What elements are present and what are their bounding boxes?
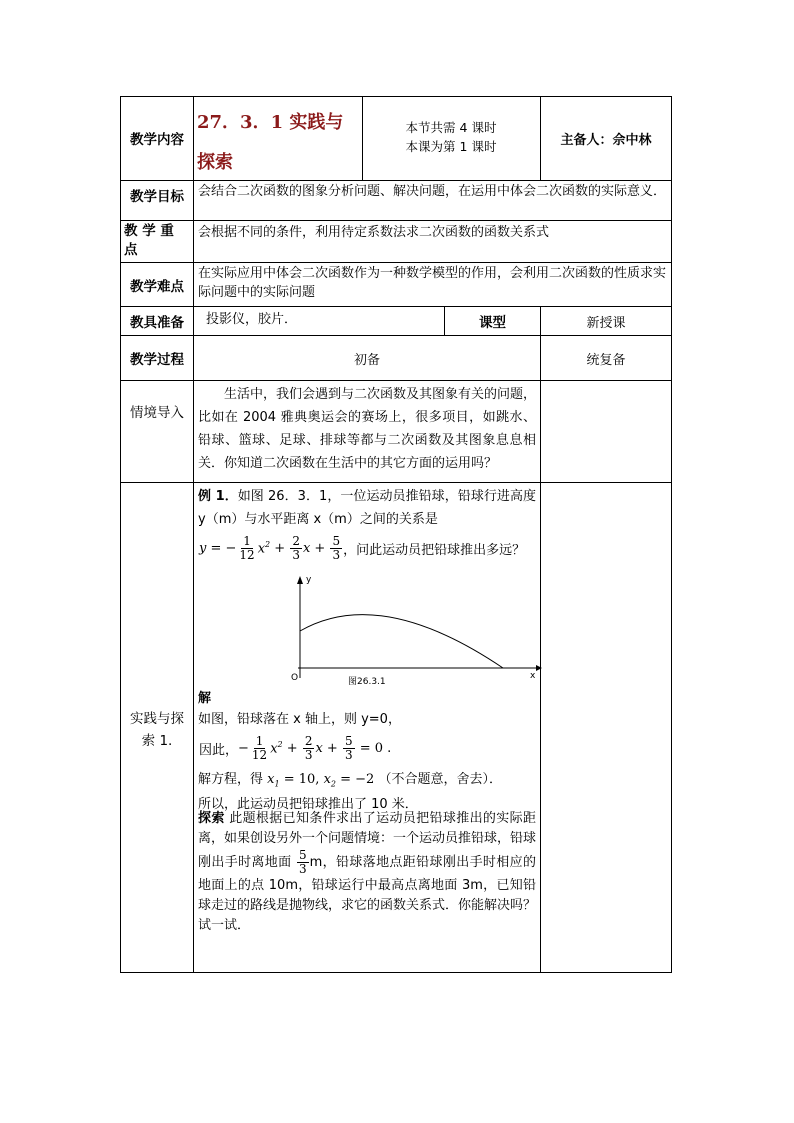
goal-label: 教学目标 bbox=[130, 189, 184, 205]
lesson-type-value: 新授课 bbox=[586, 315, 626, 331]
formula-line bbox=[199, 530, 537, 566]
lesson-type-label: 课型 bbox=[479, 315, 506, 331]
formula-plus: + bbox=[310, 540, 330, 556]
table-border-bottom bbox=[120, 972, 672, 973]
table-row-divider bbox=[120, 482, 672, 483]
key-text: 会根据不同的条件，利用待定系数法求二次函数的函数关系式 bbox=[198, 225, 550, 240]
trajectory-figure bbox=[284, 570, 544, 688]
example-1 bbox=[198, 485, 536, 531]
roots: $x_1 = 10$, $x_2 = -2$ bbox=[267, 772, 375, 789]
solution-line-4: 所以，此运动员把铅球推出了 10 米． bbox=[198, 796, 418, 812]
first-prep-header: 初备 bbox=[353, 352, 380, 368]
eq-x2: $x^2$ bbox=[270, 739, 283, 757]
explore-block bbox=[198, 809, 536, 936]
solution-heading: 解 bbox=[198, 691, 212, 706]
formula-x2: $x^2$ bbox=[257, 539, 271, 557]
fraction-5-3: $\frac{5}{3}$ bbox=[332, 533, 341, 562]
formula-x: x bbox=[302, 540, 311, 556]
difficulty-label: 教学难点 bbox=[130, 278, 184, 295]
fraction-2-3: $\frac{2}{3}$ bbox=[292, 533, 300, 562]
y-axis-label: y bbox=[306, 575, 312, 585]
x-axis-label: x bbox=[530, 671, 536, 681]
intro-label: 情境导入 bbox=[130, 405, 184, 421]
fraction-5-3: $\frac{5}{3}$ bbox=[299, 848, 307, 876]
fraction-1-12: $\frac{1}{12}$ bbox=[251, 733, 268, 762]
table-row-divider bbox=[120, 380, 672, 381]
hours-block bbox=[363, 118, 539, 156]
difficulty-text: 在实际应用中体会二次函数作为一种数学模型的作用，会利用二次函数的性质求实际问题中的实际问题 bbox=[198, 266, 667, 300]
table-row-divider bbox=[120, 262, 672, 263]
eq-zero: = 0 . bbox=[355, 740, 392, 756]
solution-line-1: 如图，铅球落在 x 轴上，则 y=0， bbox=[198, 712, 401, 727]
fraction-1-12: $\frac{1}{12}$ bbox=[239, 533, 255, 562]
example-question: ，问此运动员把铅球推出多远？ bbox=[343, 542, 526, 558]
trajectory-curve bbox=[300, 615, 503, 668]
solution-line-3-tail: （不合题意，舍去）． bbox=[378, 772, 502, 787]
figure-caption: 图26.3.1 bbox=[348, 677, 386, 687]
eq-x: x bbox=[315, 740, 323, 756]
formula-y: y bbox=[199, 540, 207, 556]
example-text: 如图 26．3．1，一位运动员推铅球，铅球行进高度 y（m）与水平距离 x（m）之间的关系是 bbox=[198, 489, 536, 527]
hours-total: 本节共需 4 课时 bbox=[405, 120, 497, 135]
practice-label: 实践与探索 1. bbox=[130, 711, 184, 749]
solution-line-2: 因此， bbox=[199, 742, 239, 758]
process-label: 教学过程 bbox=[130, 352, 184, 368]
table-row-divider bbox=[120, 220, 672, 221]
eq-plus: + bbox=[282, 740, 302, 756]
preparer-text: 主备人：佘中林 bbox=[560, 132, 652, 148]
table-border-right bbox=[671, 96, 672, 973]
key-label: 教 学 重 点 bbox=[124, 223, 174, 258]
origin-label: O bbox=[291, 673, 299, 683]
y-axis-arrow bbox=[297, 576, 303, 584]
explore-heading: 探索 bbox=[198, 811, 225, 826]
fraction-2-3: $\frac{2}{3}$ bbox=[304, 733, 313, 762]
fraction-5-3: $\frac{5}{3}$ bbox=[344, 733, 353, 762]
hours-current: 本课为第 1 课时 bbox=[405, 139, 497, 154]
lesson-title: 27．3．1 实践与探索 bbox=[197, 112, 344, 173]
example-heading: 例 1． bbox=[198, 489, 238, 504]
solution-line-3 bbox=[198, 770, 536, 795]
content-label: 教学内容 bbox=[130, 132, 184, 148]
eq-minus: − bbox=[238, 740, 249, 756]
formula-eq: = − bbox=[206, 540, 237, 556]
tools-text: 投影仪，胶片． bbox=[206, 312, 298, 327]
second-prep-header: 统复备 bbox=[586, 352, 626, 368]
tools-label: 教具准备 bbox=[130, 315, 184, 331]
explore-text-1: 此题根据已知条件求出了运动员把铅球推出的实际距离，如果创设另外一个问题情境：一个运动员推铅球，铅球刚出手时离地面 bbox=[198, 811, 537, 870]
solution-result bbox=[198, 770, 536, 815]
formula-plus: + bbox=[270, 540, 290, 556]
solution-block bbox=[198, 688, 536, 730]
table-col-divider bbox=[193, 96, 194, 973]
goal-text: 会结合二次函数的图象分析问题、解决问题，在运用中体会二次函数的实际意义． bbox=[198, 184, 667, 199]
explore-text-2: m，铅球落地点距铅球刚出手时相应的地面上的点 10m，铅球运行中最高点离地面 3m，已知铅球走过的路线是抛物线，求它的函数关系式．你能解决吗？试一试． bbox=[198, 855, 537, 933]
x-axis-arrow bbox=[536, 665, 542, 671]
eq-plus: + bbox=[322, 740, 342, 756]
intro-text: 生活中，我们会遇到与二次函数及其图象有关的问题，比如在 2004 雅典奥运会的赛场上，很多项目，如跳水、铅球、篮球、足球、排球等都与二次函数及其图象息息相关．你知道二次函数在生活中的其它方面的运用吗？ bbox=[198, 387, 537, 471]
solution-equation bbox=[199, 730, 537, 766]
solution-line-3-lead: 解方程，得 bbox=[198, 772, 264, 787]
table-border-left bbox=[120, 96, 121, 973]
preparer bbox=[541, 96, 671, 180]
solution-heading-row bbox=[198, 688, 536, 709]
